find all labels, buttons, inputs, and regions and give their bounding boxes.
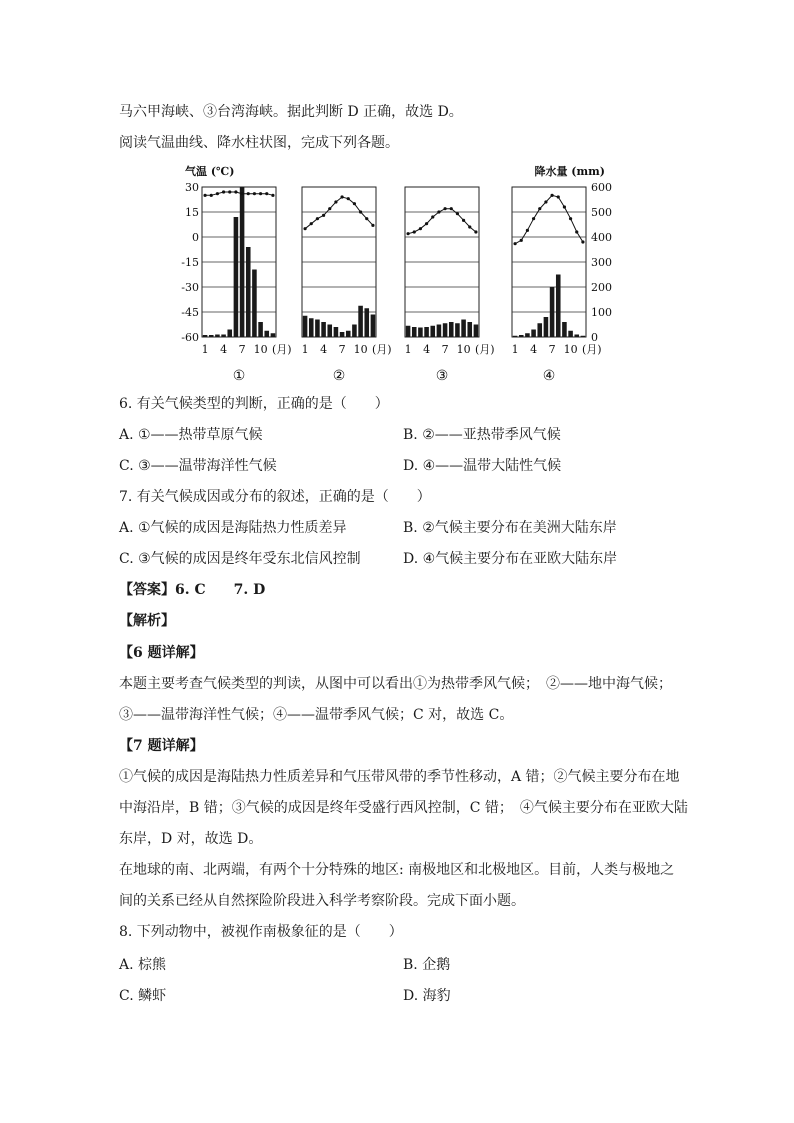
precip-tick-label: 600 — [591, 181, 612, 194]
paragraph-line: 在地球的南、北两端，有两个十分特殊的地区: 南极地区和北极地区。目前，人类与极地之 — [119, 862, 675, 878]
temp-line — [408, 209, 476, 234]
temp-tick-label: -45 — [181, 306, 199, 319]
precip-bar — [364, 308, 369, 337]
x-tick-label: 7 — [238, 343, 246, 356]
precip-tick-label: 500 — [591, 206, 612, 219]
option-b: B. ②气候主要分布在美洲大陆东岸 — [403, 520, 617, 536]
x-tick-label: 1 — [201, 343, 209, 356]
temp-point — [347, 197, 350, 200]
temp-point — [316, 217, 319, 220]
precip-bar — [327, 325, 332, 338]
precip-tick-label: 200 — [591, 281, 612, 294]
temp-point — [569, 217, 572, 220]
precip-bar — [412, 327, 417, 337]
x-unit-label: (月) — [372, 343, 392, 356]
temp-point — [247, 192, 250, 195]
precip-bar — [240, 187, 245, 337]
temp-point — [353, 202, 356, 205]
precip-bar — [321, 322, 326, 337]
temp-point — [513, 242, 516, 245]
precip-bar — [227, 330, 232, 338]
option-b: B. ②——亚热带季风气候 — [403, 427, 561, 443]
precip-bar — [234, 217, 239, 337]
precip-bar — [430, 326, 435, 337]
precip-bar — [525, 333, 530, 337]
paragraph-line: 东岸，D 对，故选 D。 — [119, 831, 263, 847]
precip-bar — [352, 325, 357, 338]
x-tick-label: 1 — [404, 343, 412, 356]
temp-point — [462, 219, 465, 222]
precip-bar — [550, 287, 555, 337]
precip-bar — [315, 320, 320, 338]
temp-point — [581, 240, 584, 243]
answer-line: 【答案】6. C 7. D — [119, 582, 266, 598]
panel-label: ④ — [542, 368, 556, 384]
x-tick-label: 1 — [301, 343, 309, 356]
precip-bar — [544, 317, 549, 337]
option-d: D. 海豹 — [403, 988, 451, 1004]
temp-line — [305, 197, 373, 229]
temp-tick-label: 15 — [185, 206, 199, 219]
temp-point — [210, 194, 213, 197]
temp-point — [474, 230, 477, 233]
x-tick-label: 4 — [320, 343, 328, 356]
precip-bar — [406, 326, 411, 337]
temp-point — [234, 190, 237, 193]
temp-point — [228, 190, 231, 193]
x-tick-label: 10 — [353, 343, 368, 356]
question-7: 7. 有关气候成因或分布的叙述，正确的是（ ） — [119, 489, 431, 505]
precip-bar — [513, 336, 518, 337]
temp-point — [538, 207, 541, 210]
precip-bar — [221, 335, 226, 338]
temp-point — [359, 210, 362, 213]
precip-bar — [264, 331, 269, 337]
precip-bar — [449, 322, 454, 337]
question-6: 6. 有关气候类型的判断，正确的是（ ） — [119, 396, 389, 412]
temp-point — [406, 232, 409, 235]
precip-tick-label: 0 — [591, 331, 598, 344]
temp-point — [203, 194, 206, 197]
precip-bar — [519, 335, 524, 337]
precip-bar — [271, 333, 276, 337]
temp-point — [303, 227, 306, 230]
x-tick-label: 10 — [456, 343, 471, 356]
precip-bar — [309, 318, 314, 337]
x-tick-label: 4 — [220, 343, 228, 356]
precip-bar — [474, 325, 479, 338]
temp-point — [271, 194, 274, 197]
temp-point — [437, 210, 440, 213]
temp-point — [575, 230, 578, 233]
climate-chart — [181, 160, 612, 390]
option-d: D. ④——温带大陆性气候 — [403, 458, 562, 474]
precip-tick-label: 300 — [591, 256, 612, 269]
x-unit-label: (月) — [582, 343, 602, 356]
temp-point — [365, 217, 368, 220]
precip-bar — [209, 335, 214, 337]
precip-bar — [334, 327, 339, 337]
panel-label: ① — [232, 368, 246, 384]
temp-point — [563, 205, 566, 208]
x-tick-label: 7 — [548, 343, 556, 356]
temp-point — [544, 200, 547, 203]
paragraph-line: ③——温带海洋性气候；④——温带季风气候；C 对，故选 C。 — [119, 707, 514, 723]
option-d: D. ④气候主要分布在亚欧大陆东岸 — [403, 551, 618, 567]
option-a: A. ①气候的成因是海陆热力性质差异 — [119, 520, 347, 536]
temp-point — [222, 190, 225, 193]
precip-bar — [574, 335, 579, 338]
temp-tick-label: -15 — [181, 256, 199, 269]
analysis-heading: 【解析】 — [119, 613, 175, 629]
precip-bar — [252, 270, 257, 338]
temp-point — [419, 227, 422, 230]
temp-point — [322, 214, 325, 217]
precip-bar — [437, 325, 442, 338]
precip-bar — [461, 320, 466, 338]
temp-point — [425, 222, 428, 225]
paragraph-line: 马六甲海峡、③台湾海峡。据此判断 D 正确，故选 D。 — [119, 104, 463, 120]
precip-bar — [531, 330, 536, 338]
temp-point — [468, 225, 471, 228]
precip-bar — [443, 323, 448, 337]
temp-point — [557, 195, 560, 198]
temp-point — [328, 207, 331, 210]
precip-bar — [455, 323, 460, 337]
x-unit-label: (月) — [272, 343, 292, 356]
precip-bar — [258, 322, 263, 337]
temp-point — [216, 192, 219, 195]
x-tick-label: 4 — [423, 343, 431, 356]
option-c: C. 鳞虾 — [119, 988, 167, 1004]
temp-point — [310, 222, 313, 225]
temp-tick-label: 0 — [192, 231, 199, 244]
temp-point — [340, 195, 343, 198]
option-c: C. ③——温带海洋性气候 — [119, 458, 277, 474]
x-tick-label: 1 — [511, 343, 519, 356]
precip-bar — [556, 275, 561, 338]
precip-bar — [340, 332, 345, 337]
precip-bar — [371, 315, 376, 338]
temp-tick-label: -30 — [181, 281, 199, 294]
option-c: C. ③气候的成因是终年受东北信风控制 — [119, 551, 361, 567]
x-tick-label: 10 — [563, 343, 578, 356]
right-axis-label: 降水量 (mm) — [534, 165, 605, 178]
precip-bar — [467, 322, 472, 337]
temp-point — [253, 192, 256, 195]
left-axis-label: 气温 (℃) — [185, 165, 235, 178]
temp-point — [526, 229, 529, 232]
temp-point — [443, 207, 446, 210]
temp-point — [413, 230, 416, 233]
paragraph-line: 间的关系已经从自然探险阶段进入科学考察阶段。完成下面小题。 — [119, 893, 525, 909]
temp-point — [532, 217, 535, 220]
temp-point — [265, 192, 268, 195]
temp-line — [205, 192, 273, 195]
panel-label: ② — [332, 368, 346, 384]
x-tick-label: 7 — [441, 343, 449, 356]
temp-point — [550, 194, 553, 197]
temp-line — [515, 195, 583, 243]
temp-point — [259, 192, 262, 195]
precip-bar — [418, 328, 423, 338]
precip-bar — [562, 322, 567, 337]
paragraph-line: 本题主要考查气候类型的判读，从图中可以看出①为热带季风气候； ②——地中海气候； — [119, 676, 672, 692]
temp-point — [334, 200, 337, 203]
paragraph-line: 阅读气温曲线、降水柱状图，完成下列各题。 — [119, 135, 399, 151]
precip-bar — [303, 316, 308, 337]
temp-point — [431, 215, 434, 218]
temp-point — [456, 212, 459, 215]
option-b: B. 企鹅 — [403, 957, 451, 973]
x-tick-label: 4 — [530, 343, 538, 356]
precip-bar — [203, 335, 208, 337]
x-unit-label: (月) — [475, 343, 495, 356]
precip-tick-label: 400 — [591, 231, 612, 244]
x-tick-label: 10 — [253, 343, 268, 356]
detail-7-heading: 【7 题详解】 — [119, 738, 204, 754]
panel-label: ③ — [435, 368, 449, 384]
precip-bar — [246, 247, 251, 337]
temp-point — [240, 192, 243, 195]
temp-tick-label: 30 — [185, 181, 199, 194]
temp-point — [450, 207, 453, 210]
option-a: A. 棕熊 — [119, 957, 167, 973]
precip-bar — [568, 331, 573, 337]
question-8: 8. 下列动物中，被视作南极象征的是（ ） — [119, 924, 403, 940]
precip-bar — [581, 336, 586, 337]
precip-bar — [424, 327, 429, 337]
paragraph-line: 中海沿岸，B 错；③气候的成因是终年受盛行西风控制，C 错； ④气候主要分布在亚欧大陆 — [119, 800, 688, 816]
option-a: A. ①——热带草原气候 — [119, 427, 263, 443]
paragraph-line: ①气候的成因是海陆热力性质差异和气压带风带的季节性移动，A 错；②气候主要分布在地 — [119, 769, 680, 785]
precip-bar — [215, 335, 220, 338]
precip-bar — [346, 331, 351, 337]
precip-bar — [358, 306, 363, 337]
temp-point — [520, 239, 523, 242]
temp-tick-label: -60 — [181, 331, 199, 344]
precip-tick-label: 100 — [591, 306, 612, 319]
x-tick-label: 7 — [338, 343, 346, 356]
detail-6-heading: 【6 题详解】 — [119, 645, 204, 661]
temp-point — [371, 224, 374, 227]
precip-bar — [537, 323, 542, 337]
